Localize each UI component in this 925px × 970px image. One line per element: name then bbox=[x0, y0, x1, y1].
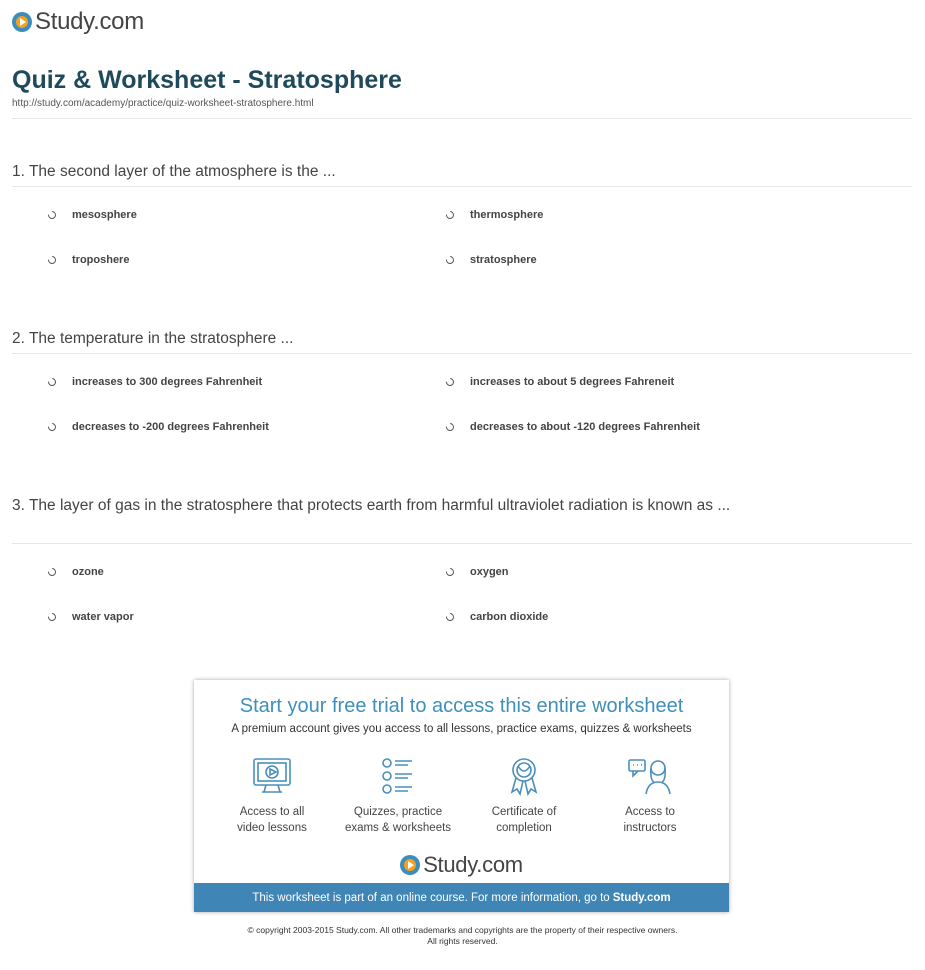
radio-icon[interactable] bbox=[444, 209, 455, 220]
q3-option-d[interactable] bbox=[446, 611, 548, 623]
promo-title[interactable]: Start your free trial to access this entire worksheet bbox=[239, 695, 684, 717]
question-1: 1. The second layer of the atmosphere is the ... bbox=[12, 163, 336, 180]
feature-label: Quizzes, practice exams & worksheets bbox=[344, 806, 452, 834]
q3-option-c[interactable] bbox=[48, 611, 134, 623]
option-label: ozone bbox=[72, 566, 104, 578]
radio-icon[interactable] bbox=[444, 421, 455, 432]
radio-icon[interactable] bbox=[444, 376, 455, 387]
certificate-icon bbox=[464, 756, 584, 796]
play-logo-icon bbox=[400, 855, 420, 875]
radio-icon[interactable] bbox=[444, 254, 455, 265]
promo-studycom-logo[interactable] bbox=[194, 852, 729, 878]
radio-icon[interactable] bbox=[46, 209, 57, 220]
studycom-link[interactable]: Study.com bbox=[612, 891, 671, 904]
q2-option-a[interactable] bbox=[48, 376, 262, 388]
promo-info-bar bbox=[194, 883, 729, 912]
question-3: 3. The layer of gas in the stratosphere that protects earth from harmful ultraviolet radiation is known as ... bbox=[12, 497, 731, 514]
q2-option-d[interactable] bbox=[446, 421, 700, 433]
copyright-footer: © copyright 2003-2015 Study.com. All other trademarks and copyrights are the property of their respective owners. All rights reserved. bbox=[247, 925, 678, 946]
option-label: oxygen bbox=[470, 566, 509, 578]
play-logo-icon bbox=[12, 12, 32, 32]
radio-icon[interactable] bbox=[444, 611, 455, 622]
radio-icon[interactable] bbox=[46, 566, 57, 577]
option-label: carbon dioxide bbox=[470, 611, 549, 623]
q1-option-c[interactable] bbox=[48, 254, 129, 266]
q1-option-a[interactable] bbox=[48, 209, 137, 221]
promo-subtitle: A premium account gives you access to all lessons, practice exams, quizzes & worksheets bbox=[231, 723, 692, 735]
feature-label: Access to instructors bbox=[623, 806, 677, 834]
option-label: decreases to about -120 degrees Fahrenheit bbox=[470, 421, 700, 433]
free-trial-promo bbox=[194, 680, 729, 912]
page-url: http://study.com/academy/practice/quiz-worksheet-stratosphere.html bbox=[12, 98, 314, 109]
q1-option-d[interactable] bbox=[446, 254, 537, 266]
q2-option-b[interactable] bbox=[446, 376, 674, 388]
feature-label: Certificate of completion bbox=[491, 806, 557, 834]
divider bbox=[12, 353, 912, 354]
option-label: increases to about 5 degrees Fahreneit bbox=[470, 376, 675, 388]
q3-option-b[interactable] bbox=[446, 566, 509, 578]
feature-certificate bbox=[464, 756, 584, 836]
divider bbox=[12, 186, 912, 187]
radio-icon[interactable] bbox=[46, 376, 57, 387]
q3-option-a[interactable] bbox=[48, 566, 104, 578]
feature-video-lessons bbox=[212, 756, 332, 836]
radio-icon[interactable] bbox=[46, 254, 57, 265]
page-title: Quiz & Worksheet - Stratosphere bbox=[12, 66, 402, 94]
option-label: stratosphere bbox=[470, 254, 537, 266]
video-lesson-icon bbox=[212, 756, 332, 796]
promo-logo-text: Study.com bbox=[423, 852, 523, 877]
option-label: increases to 300 degrees Fahrenheit bbox=[72, 376, 263, 388]
checklist-icon bbox=[338, 756, 458, 796]
instructor-icon bbox=[590, 756, 710, 796]
option-label: mesosphere bbox=[72, 209, 137, 221]
option-label: decreases to -200 degrees Fahrenheit bbox=[72, 421, 269, 433]
option-label: troposhere bbox=[72, 254, 130, 266]
feature-quizzes bbox=[338, 756, 458, 836]
question-2: 2. The temperature in the stratosphere ... bbox=[12, 330, 294, 347]
option-label: thermosphere bbox=[470, 209, 544, 221]
radio-icon[interactable] bbox=[444, 566, 455, 577]
studycom-logo[interactable] bbox=[12, 8, 144, 36]
promo-bar-text: This worksheet is part of an online course. For more information, go to bbox=[252, 891, 610, 904]
option-label: water vapor bbox=[72, 611, 134, 623]
divider bbox=[12, 118, 912, 119]
q2-option-c[interactable] bbox=[48, 421, 269, 433]
q1-option-b[interactable] bbox=[446, 209, 543, 221]
logo-text: Study.com bbox=[35, 8, 144, 35]
divider bbox=[12, 543, 912, 544]
radio-icon[interactable] bbox=[46, 611, 57, 622]
feature-label: Access to all video lessons bbox=[237, 806, 307, 834]
feature-instructors bbox=[590, 756, 710, 836]
radio-icon[interactable] bbox=[46, 421, 57, 432]
